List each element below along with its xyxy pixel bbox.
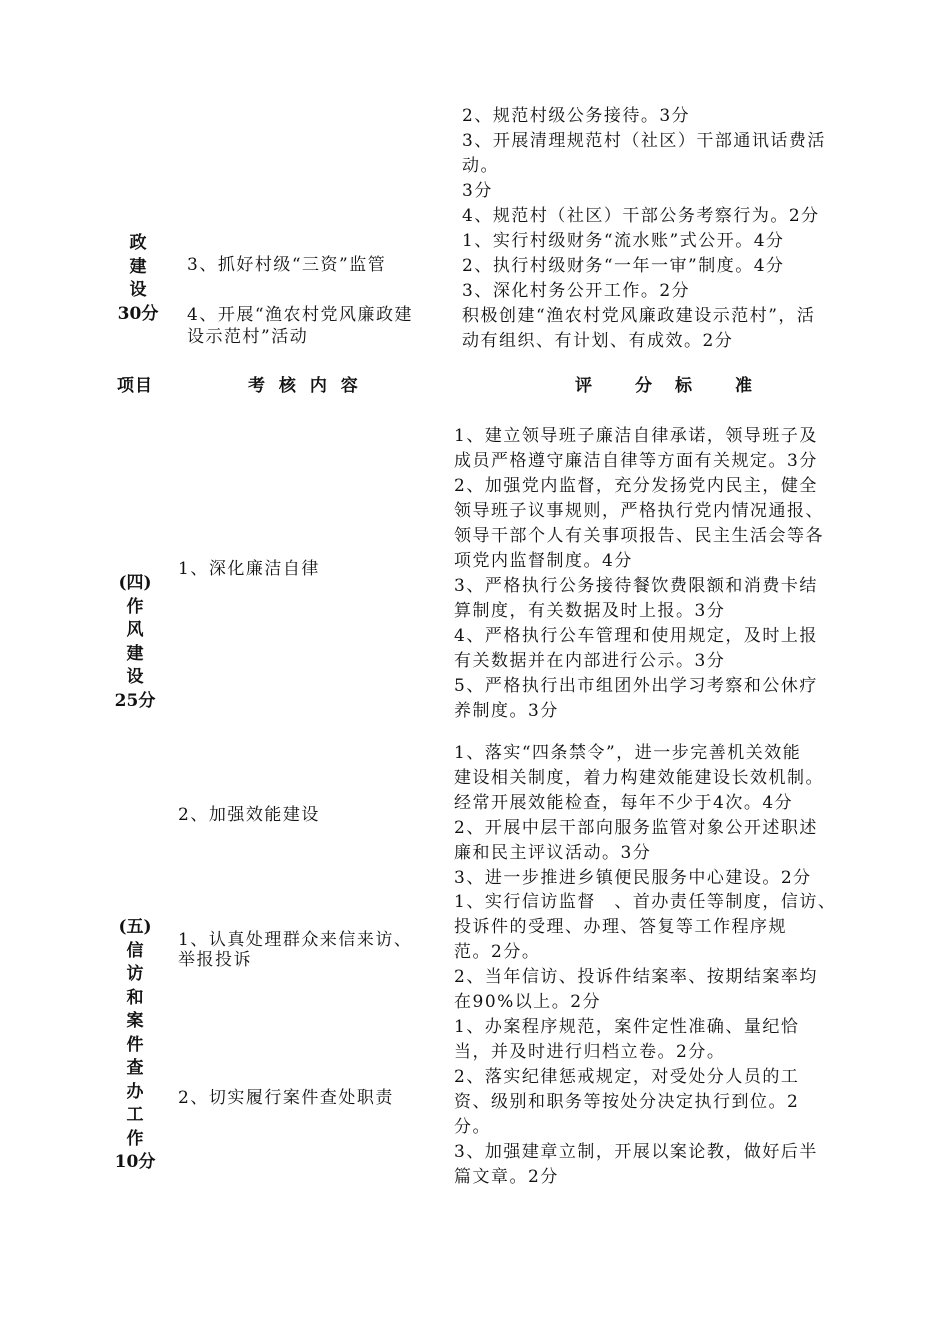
- criteria-line: 在90%以上。2分: [454, 992, 602, 1012]
- criteria-line: 项党内监督制度。4分: [454, 551, 633, 571]
- criteria-line: 1、实行信访监督 、首办责任等制度，信访、: [454, 892, 837, 912]
- item-sec5-1-line: 举报投诉: [178, 950, 252, 970]
- criteria-line: 4、严格执行公车管理和使用规定，及时上报: [454, 626, 818, 646]
- criteria-line: 3、深化村务公开工作。2分: [462, 281, 691, 301]
- criteria-line: 3分: [462, 181, 493, 201]
- criteria-line: 2、执行村级财务“一年一审”制度。4分: [462, 256, 785, 276]
- criteria-line: 2、当年信访、投诉件结案率、按期结案率均: [454, 967, 818, 987]
- header-content: 考 核 内 容: [248, 376, 362, 396]
- item-sec4-2: 2、加强效能建设: [178, 805, 320, 825]
- criteria-line: 4、规范村（社区）干部公务考察行为。2分: [462, 206, 820, 226]
- criteria-sec5-2: [454, 1015, 818, 1190]
- criteria-line: 有关数据并在内部进行公示。3分: [454, 651, 726, 671]
- criteria-line: 投诉件的受理、办理、答复等工作程序规: [454, 917, 787, 937]
- criteria-line: 2、加强党内监督，充分发扬党内民主，健全: [454, 476, 818, 496]
- criteria-line: 3、加强建章立制，开展以案论教，做好后半: [454, 1142, 818, 1162]
- item-sec5-2: 2、切实履行案件查处职责: [178, 1088, 394, 1108]
- criteria-line: 廉和民主评议活动。3分: [454, 843, 652, 863]
- criteria-line: 动。: [462, 156, 499, 176]
- criteria-line: 养制度。3分: [454, 701, 559, 721]
- criteria-line: 分。: [454, 1117, 491, 1137]
- criteria-line: 2、落实纪律惩戒规定，对受处分人员的工: [454, 1067, 800, 1087]
- criteria-line: 建设相关制度，着力构建效能建设长效机制。: [454, 768, 824, 788]
- criteria-line: 1、落实“四条禁令”，进一步完善机关效能: [454, 743, 802, 763]
- criteria-sec3: [462, 104, 826, 354]
- criteria-line: 1、实行村级财务“流水账”式公开。4分: [462, 231, 785, 251]
- criteria-line: 3、开展清理规范村（社区）干部通讯话费活: [462, 131, 826, 151]
- criteria-line: 动有组织、有计划、有成效。2分: [462, 331, 734, 351]
- criteria-line: 5、严格执行出市组团外出学习考察和公休疗: [454, 676, 818, 696]
- criteria-line: 1、办案程序规范，案件定性准确、量纪恰: [454, 1017, 800, 1037]
- category-sec4: (四) 作 风 建 设 25分: [114, 573, 156, 711]
- item-sec3-4: [187, 304, 413, 348]
- criteria-sec4-1: [454, 424, 824, 724]
- criteria-sec4-2: [454, 741, 824, 891]
- criteria-sec5-1: [454, 890, 836, 1015]
- category-sec3: 政 建 设 30分: [117, 233, 159, 324]
- criteria-line: 范。2分。: [454, 942, 541, 962]
- item-sec3-3: 3、抓好村级“三资”监管: [187, 255, 387, 275]
- criteria-line: 篇文章。2分: [454, 1167, 559, 1187]
- item-sec5-1: [178, 930, 412, 970]
- criteria-line: 资、级别和职务等按处分决定执行到位。2: [454, 1092, 800, 1112]
- header-project: 项目: [117, 376, 153, 396]
- criteria-line: 1、建立领导班子廉洁自律承诺，领导班子及: [454, 426, 818, 446]
- criteria-line: 3、严格执行公务接待餐饮费限额和消费卡结: [454, 576, 818, 596]
- criteria-line: 3、进一步推进乡镇便民服务中心建设。2分: [454, 868, 812, 888]
- criteria-line: 算制度，有关数据及时上报。3分: [454, 601, 726, 621]
- header-criteria: 评 分 标 准: [575, 376, 755, 396]
- criteria-line: 积极创建“渔农村党风廉政建设示范村”，活: [462, 306, 816, 326]
- criteria-line: 2、开展中层干部向服务监管对象公开述职述: [454, 818, 818, 838]
- criteria-line: 领导班子议事规则，严格执行党内情况通报、: [454, 501, 824, 521]
- criteria-line: 经常开展效能检查，每年不少于4次。4分: [454, 793, 794, 813]
- criteria-line: 领导干部个人有关事项报告、民主生活会等各: [454, 526, 824, 546]
- item-sec3-4-line: 4、开展“渔农村党风廉政建: [187, 305, 414, 325]
- item-sec3-4-line: 设示范村”活动: [187, 327, 309, 347]
- item-sec4-1: 1、深化廉洁自律: [178, 559, 320, 579]
- item-sec5-1-line: 1、认真处理群众来信来访、: [178, 930, 413, 950]
- criteria-line: 当，并及时进行归档立卷。2分。: [454, 1042, 726, 1062]
- criteria-line: 成员严格遵守廉洁自律等方面有关规定。3分: [454, 451, 818, 471]
- criteria-line: 2、规范村级公务接待。3分: [462, 106, 691, 126]
- category-sec5: (五) 信 访 和 案 件 查 办 工 作 10分: [114, 917, 156, 1172]
